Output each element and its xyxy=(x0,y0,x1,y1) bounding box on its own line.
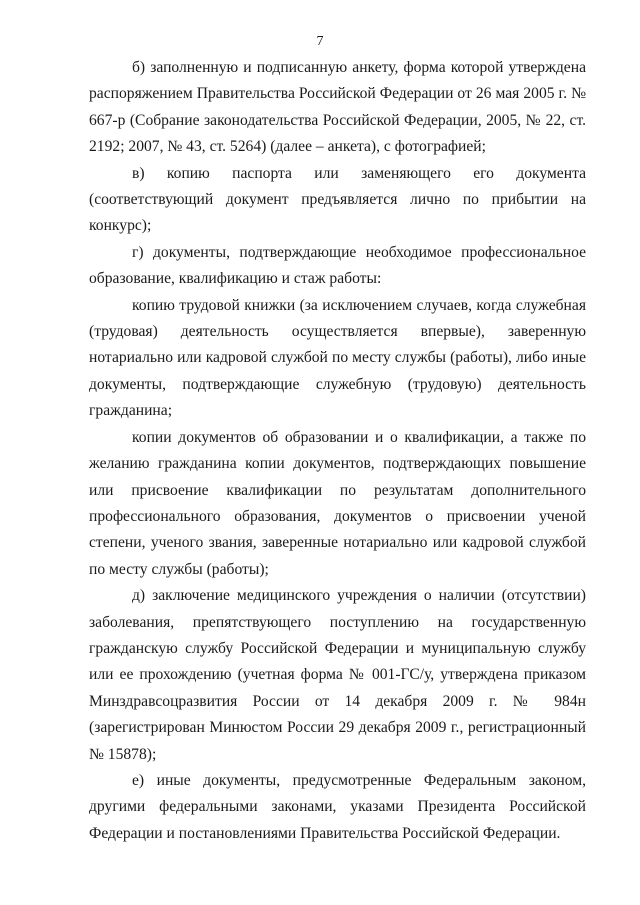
paragraph-g-documents: г) документы, подтверждающие необходимое профессиональное образование, квалификацию и стаж работы: xyxy=(89,243,586,288)
paragraph-work-book-copy: копию трудовой книжки (за исключением случаев, когда служебная (трудовая) деятельность осуществляется впервые), заверенную нотариально или кадровой службой по месту службы (работы), либо иные документы, подтверждающие служебную (трудовую) деятельность гражданина; xyxy=(89,296,586,420)
paragraph-d-medical-report: д) заключение медицинского учреждения о наличии (отсутствии) заболевания, препятствующего поступлению на государственную гражданскую службу Российской Федерации и муниципальную службу или ее прохождению (учетная форма № 001-ГС/у, утверждена приказом Минздравсоцразвития России от 14 декабря 2009 г. № 984н (зарегистрирован Минюстом России 29 декабря 2009 г., регистрационный № 15878); xyxy=(89,587,586,763)
paragraph-b-questionnaire: б) заполненную и подписанную анкету, форма которой утверждена распоряжением Правительства Российской Федерации от 26 мая 2005 г. № 667-р (Собрание законодательства Российской Федерации, 2005, № 22, ст. 2192; 2007, № 43, ст. 5264) (далее – анкета), с фотографией; xyxy=(89,59,586,156)
paragraph-v-passport: в) копию паспорта или заменяющего его документа (соответствующий документ предъявляется лично по прибытии на конкурс); xyxy=(89,164,586,235)
document-body xyxy=(89,55,586,847)
paragraph-education-copies: копии документов об образовании и о квалификации, а также по желанию гражданина копии документов, подтверждающих повышение или присвоение квалификации по результатам дополнительного профессионального образования, документов о присвоении ученой степени, ученого звания, заверенные нотариально или кадровой службой по месту службы (работы); xyxy=(89,428,586,578)
paragraph-e-other-documents: е) иные документы, предусмотренные Федеральным законом, другими федеральными законами, указами Президента Российской Федерации и постановлениями Правительства Российской Федерации. xyxy=(89,771,586,842)
page-number: 7 xyxy=(316,34,324,49)
